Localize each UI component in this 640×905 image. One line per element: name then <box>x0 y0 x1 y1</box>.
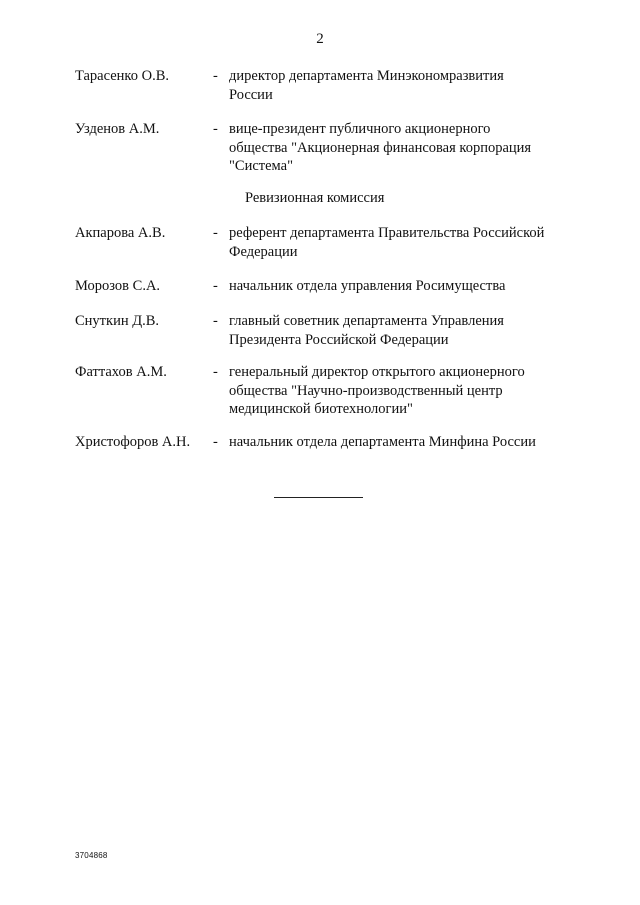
document-code: 3704868 <box>75 851 108 860</box>
position-line: медицинской биотехнологии" <box>229 401 413 417</box>
position-line: общества "Акционерная финансовая корпорация <box>229 139 532 156</box>
member-name: Акпарова А.В. <box>75 225 166 241</box>
member-name: Христофоров А.Н. <box>75 434 191 450</box>
member-position <box>229 312 569 349</box>
member-position <box>229 224 569 261</box>
separator-dash: - <box>213 225 218 241</box>
member-name: Фаттахов А.М. <box>75 364 167 380</box>
position-line: главный советник департамента Управления <box>229 313 504 329</box>
separator-dash: - <box>213 68 218 84</box>
member-name: Морозов С.А. <box>75 278 161 294</box>
position-line: генеральный директор открытого акционерного <box>229 364 525 380</box>
position-line: директор департамента Минэкономразвития <box>229 68 504 84</box>
page-number: 2 <box>316 31 324 47</box>
member-position <box>229 433 569 452</box>
separator-dash: - <box>213 434 218 450</box>
member-position <box>229 363 569 419</box>
position-line: "Система" <box>229 158 293 174</box>
member-name: Тарасенко О.В. <box>75 68 170 84</box>
position-line: вице-президент публичного акционерного <box>229 121 491 137</box>
separator-dash: - <box>213 278 218 294</box>
position-line: Федерации <box>229 243 298 260</box>
position-line: референт департамента Правительства Российской <box>229 225 545 241</box>
member-position <box>229 67 569 104</box>
separator-dash: - <box>213 313 218 329</box>
position-line: начальник отдела управления Росимущества <box>229 278 506 294</box>
member-name: Узденов А.М. <box>75 121 160 137</box>
section-heading: Ревизионная комиссия <box>245 190 385 206</box>
position-line: России <box>229 86 273 103</box>
position-line: Президента Российской Федерации <box>229 331 449 348</box>
position-line: начальник отдела департамента Минфина России <box>229 434 536 450</box>
position-line: общества "Научно-производственный центр <box>229 382 503 399</box>
separator-dash: - <box>213 121 218 137</box>
member-position <box>229 277 569 296</box>
end-of-list-rule <box>274 497 363 498</box>
member-position <box>229 120 569 176</box>
member-name: Снyткин Д.В. <box>75 313 160 329</box>
separator-dash: - <box>213 364 218 380</box>
